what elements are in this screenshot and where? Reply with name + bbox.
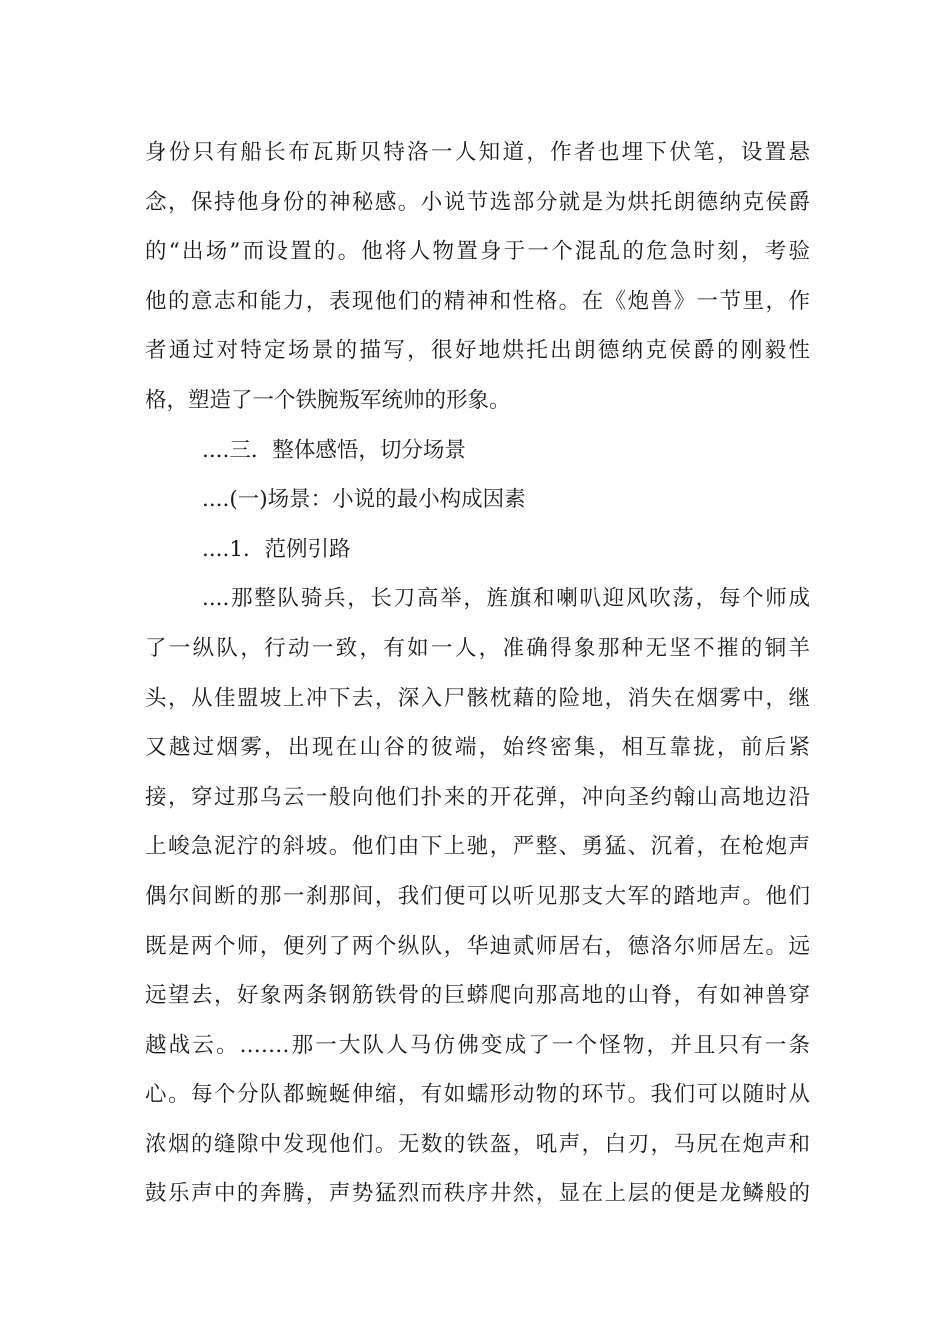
subsubsection-heading: ....1．范例引路: [202, 536, 351, 562]
paragraph-line: 念，保持他身份的神秘感。小说节选部分就是为烘托朗德纳克侯爵: [145, 189, 810, 215]
paragraph-line: 远望去，好象两条钢筋铁骨的巨蟒爬向那高地的山脊，有如神兽穿: [145, 983, 810, 1009]
paragraph-line: ....那整队骑兵，长刀高举，旌旗和喇叭迎风吹荡，每个师成: [202, 586, 810, 612]
paragraph-line: 心。每个分队都蜿蜒伸缩，有如蠕形动物的环节。我们可以随时从: [145, 1082, 810, 1108]
paragraph-line: 鼓乐声中的奔腾，声势猛烈而秩序井然，显在上层的便是龙鳞般的: [145, 1181, 810, 1207]
paragraph-line: 的“出场”而设置的。他将人物置身于一个混乱的危急时刻，考验: [145, 239, 810, 265]
paragraph-line: 接，穿过那乌云一般向他们扑来的开花弹，冲向圣约翰山高地边沿: [145, 784, 810, 810]
paragraph-line: 格，塑造了一个铁腕叛军统帅的形象。: [145, 387, 511, 413]
document-body: [145, 128, 810, 1219]
paragraph-line: 他的意志和能力，表现他们的精神和性格。在《炮兽》一节里，作: [145, 288, 810, 314]
subsection-heading: ....(一)场景：小说的最小构成因素: [202, 487, 526, 513]
paragraph-line: 偶尔间断的那一刹那间，我们便可以听见那支大军的踏地声。他们: [145, 883, 810, 909]
paragraph-line: 身份只有船长布瓦斯贝特洛一人知道，作者也埋下伏笔，设置悬: [145, 140, 810, 165]
paragraph-line: 头，从佳盟坡上冲下去，深入尸骸枕藉的险地，消失在烟雾中，继: [145, 685, 810, 711]
paragraph-line: 者通过对特定场景的描写，很好地烘托出朗德纳克侯爵的刚毅性: [145, 338, 810, 364]
paragraph-line: 上峻急泥泞的斜坡。他们由下上驰，严整、勇猛、沉着，在枪炮声: [145, 834, 810, 860]
paragraph-line: 越战云。.……那一大队人马仿佛变成了一个怪物，并且只有一条: [145, 1032, 810, 1058]
paragraph-line: 既是两个师，便列了两个纵队，华迪贰师居右，德洛尔师居左。远: [145, 933, 810, 959]
paragraph-line: 了一纵队，行动一致，有如一人，准确得象那种无坚不摧的铜羊: [145, 635, 810, 661]
section-heading: ....三．整体感悟，切分场景: [202, 437, 466, 463]
paragraph-line: 又越过烟雾，出现在山谷的彼端，始终密集，相互靠拢，前后紧: [145, 735, 810, 761]
paragraph-line: 浓烟的缝隙中发现他们。无数的铁盔，吼声，白刃，马尻在炮声和: [145, 1131, 810, 1157]
